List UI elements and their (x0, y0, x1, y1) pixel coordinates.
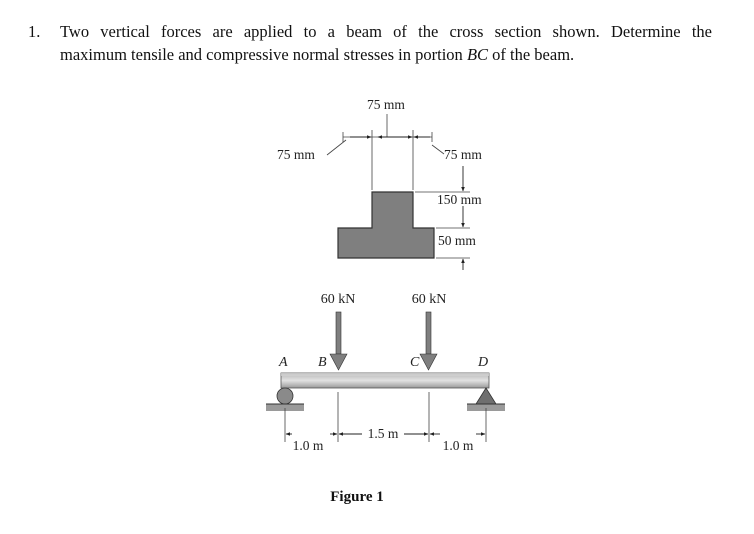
dim-flange-height-label: 50 mm (438, 233, 476, 248)
cross-section (277, 97, 482, 270)
point-b-label: B (318, 355, 327, 370)
force-arrow-left (330, 312, 347, 370)
dim-web-height-label: 150 mm (437, 192, 482, 207)
force-left-label: 60 kN (320, 292, 356, 307)
point-c-label: C (410, 355, 420, 370)
cross-section-shape (338, 192, 434, 258)
span-right-label: 1.0 m (442, 438, 474, 453)
point-a-label: A (279, 355, 288, 370)
dim-top-label: 75 mm (367, 97, 405, 112)
dim-right-label: 75 mm (444, 147, 482, 162)
span-left-label: 1.0 m (292, 438, 324, 453)
pin-support-icon (467, 388, 505, 411)
span-middle-label: 1.5 m (367, 426, 399, 441)
figure-caption: Figure 1 (330, 489, 384, 505)
dim-left-label: 75 mm (277, 147, 315, 162)
force-right-label: 60 kN (411, 292, 447, 307)
problem-line-1: Two vertical forces are applied to a beam of the cross section shown. Determine the (60, 22, 712, 41)
problem-line-2-end: of the beam. (488, 45, 575, 64)
point-d-label: D (478, 355, 489, 370)
problem-number: 1. (28, 22, 41, 41)
roller-support-icon (266, 388, 304, 411)
problem-line-2-start: maximum tensile and compressive normal stresses in portion (60, 45, 467, 64)
beam-diagram (266, 292, 505, 453)
segment-label: BC (466, 45, 489, 64)
force-arrow-right (420, 312, 437, 370)
